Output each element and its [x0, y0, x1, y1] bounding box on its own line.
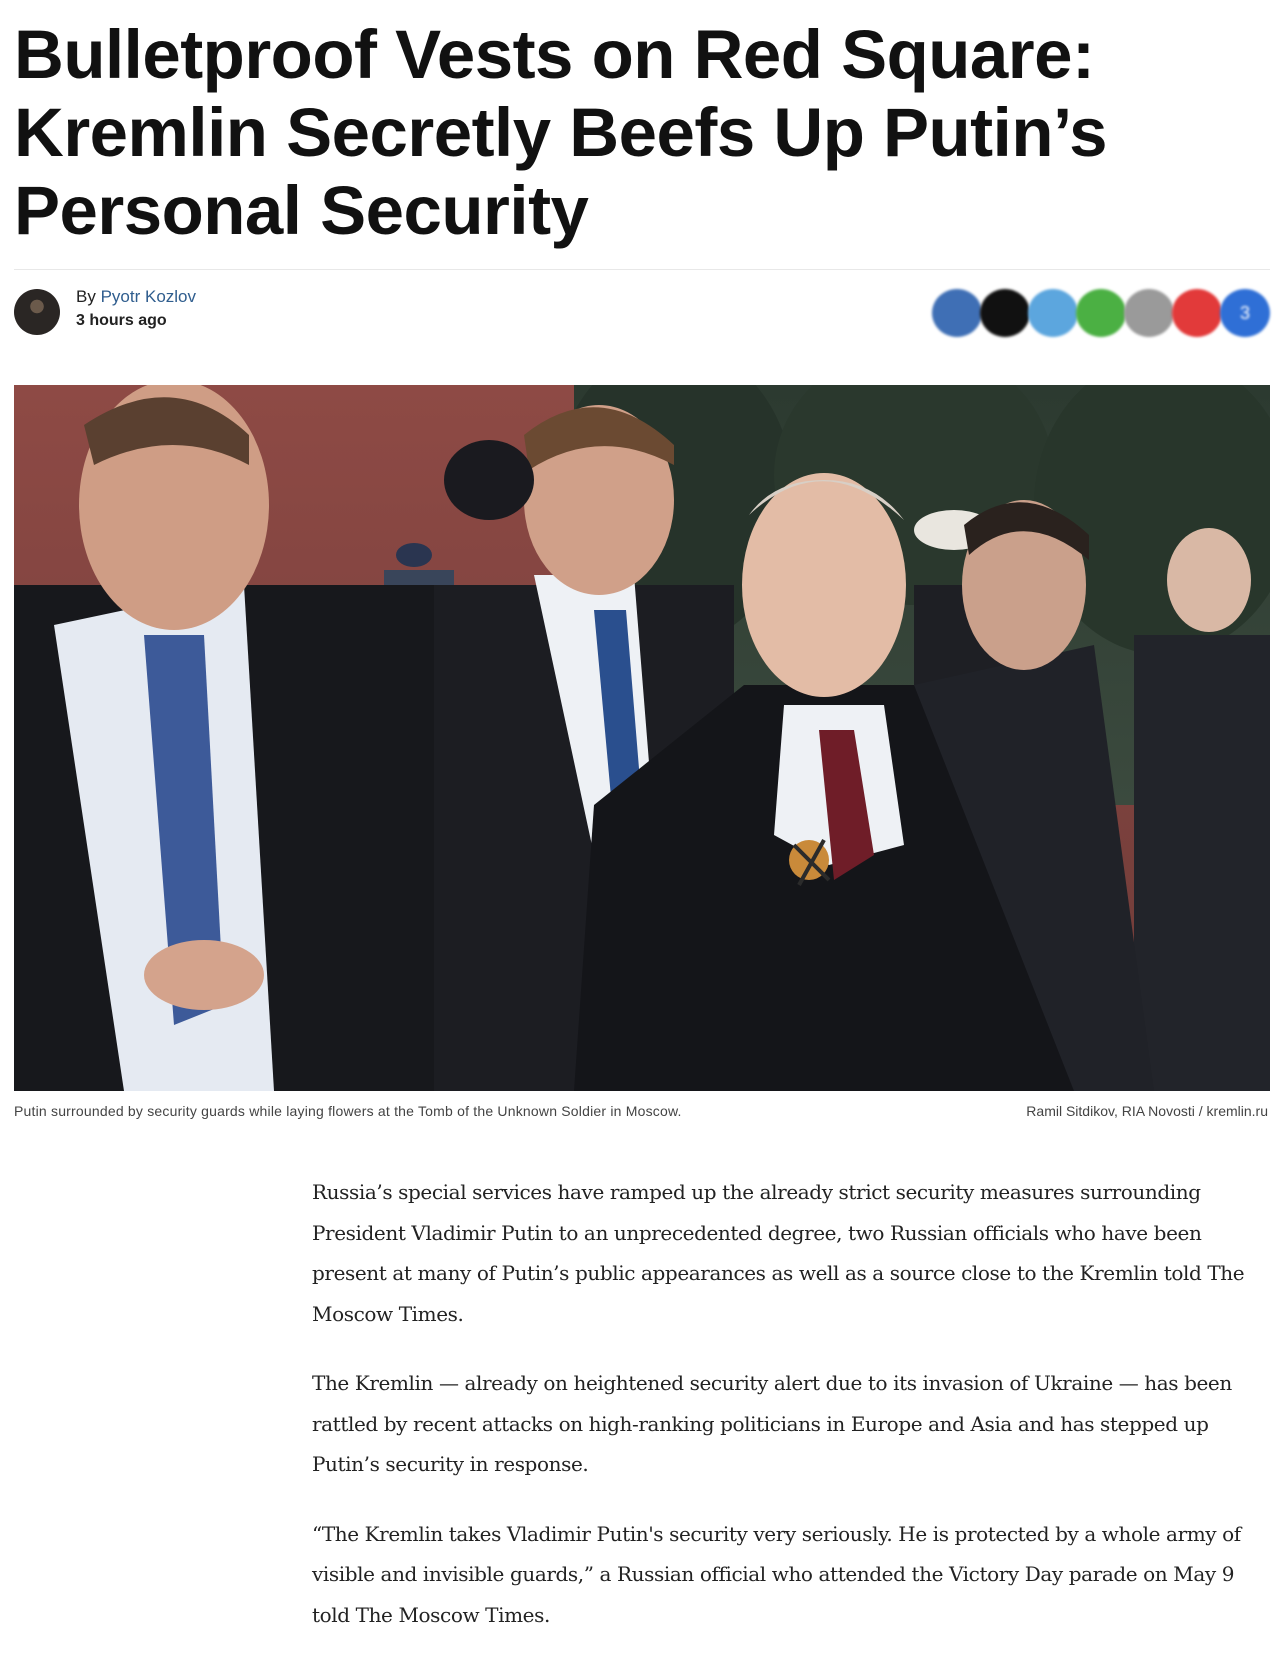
author-avatar[interactable] — [14, 289, 60, 335]
byline-prefix: By — [76, 287, 96, 306]
paragraph: “The Kremlin takes Vladimir Putin's security very seriously. He is protected by a whole army of visible and invisible guards,” a Russian official who attended the Victory Day parade on May 9 told The Moscow Times. — [312, 1521, 1241, 1627]
photo-credit: Ramil Sitdikov, RIA Novosti / kremlin.ru — [1026, 1103, 1268, 1119]
reddit-icon[interactable] — [1172, 289, 1222, 337]
publish-time: 3 hours ago — [76, 312, 167, 329]
paragraph: Russia’s special services have ramped up the already strict security measures surrounding President Vladimir Putin to an unprecedented degree, two Russian officials who have been present at many of Putin’s public appearances as well as a source close to the Kremlin told The Moscow Times. — [312, 1180, 1245, 1326]
more-icon[interactable]: 3 — [1220, 289, 1270, 337]
article-body — [312, 1172, 1272, 1664]
photo-caption: Putin surrounded by security guards while laying flowers at the Tomb of the Unknown Soldier in Moscow. — [14, 1103, 682, 1119]
email-icon[interactable] — [1124, 289, 1174, 337]
paragraph: The Kremlin — already on heightened security alert due to its invasion of Ukraine — has been rattled by recent attacks on high-ranking politicians in Europe and Asia and has stepped up Putin’s security in response. — [312, 1371, 1232, 1476]
byline — [14, 287, 1270, 339]
header-divider — [14, 269, 1270, 270]
telegram-icon[interactable] — [1028, 289, 1078, 337]
byline-text — [76, 287, 196, 307]
share-buttons — [934, 289, 1270, 337]
x-icon[interactable] — [980, 289, 1030, 337]
article-headline: Bulletproof Vests on Red Square: Kremlin Secretly Beefs Up Putin’s Personal Security — [14, 16, 1107, 249]
author-link[interactable]: Pyotr Kozlov — [100, 287, 197, 306]
facebook-icon[interactable] — [932, 289, 982, 337]
article-photo — [14, 385, 1270, 1091]
whatsapp-icon[interactable] — [1076, 289, 1126, 337]
